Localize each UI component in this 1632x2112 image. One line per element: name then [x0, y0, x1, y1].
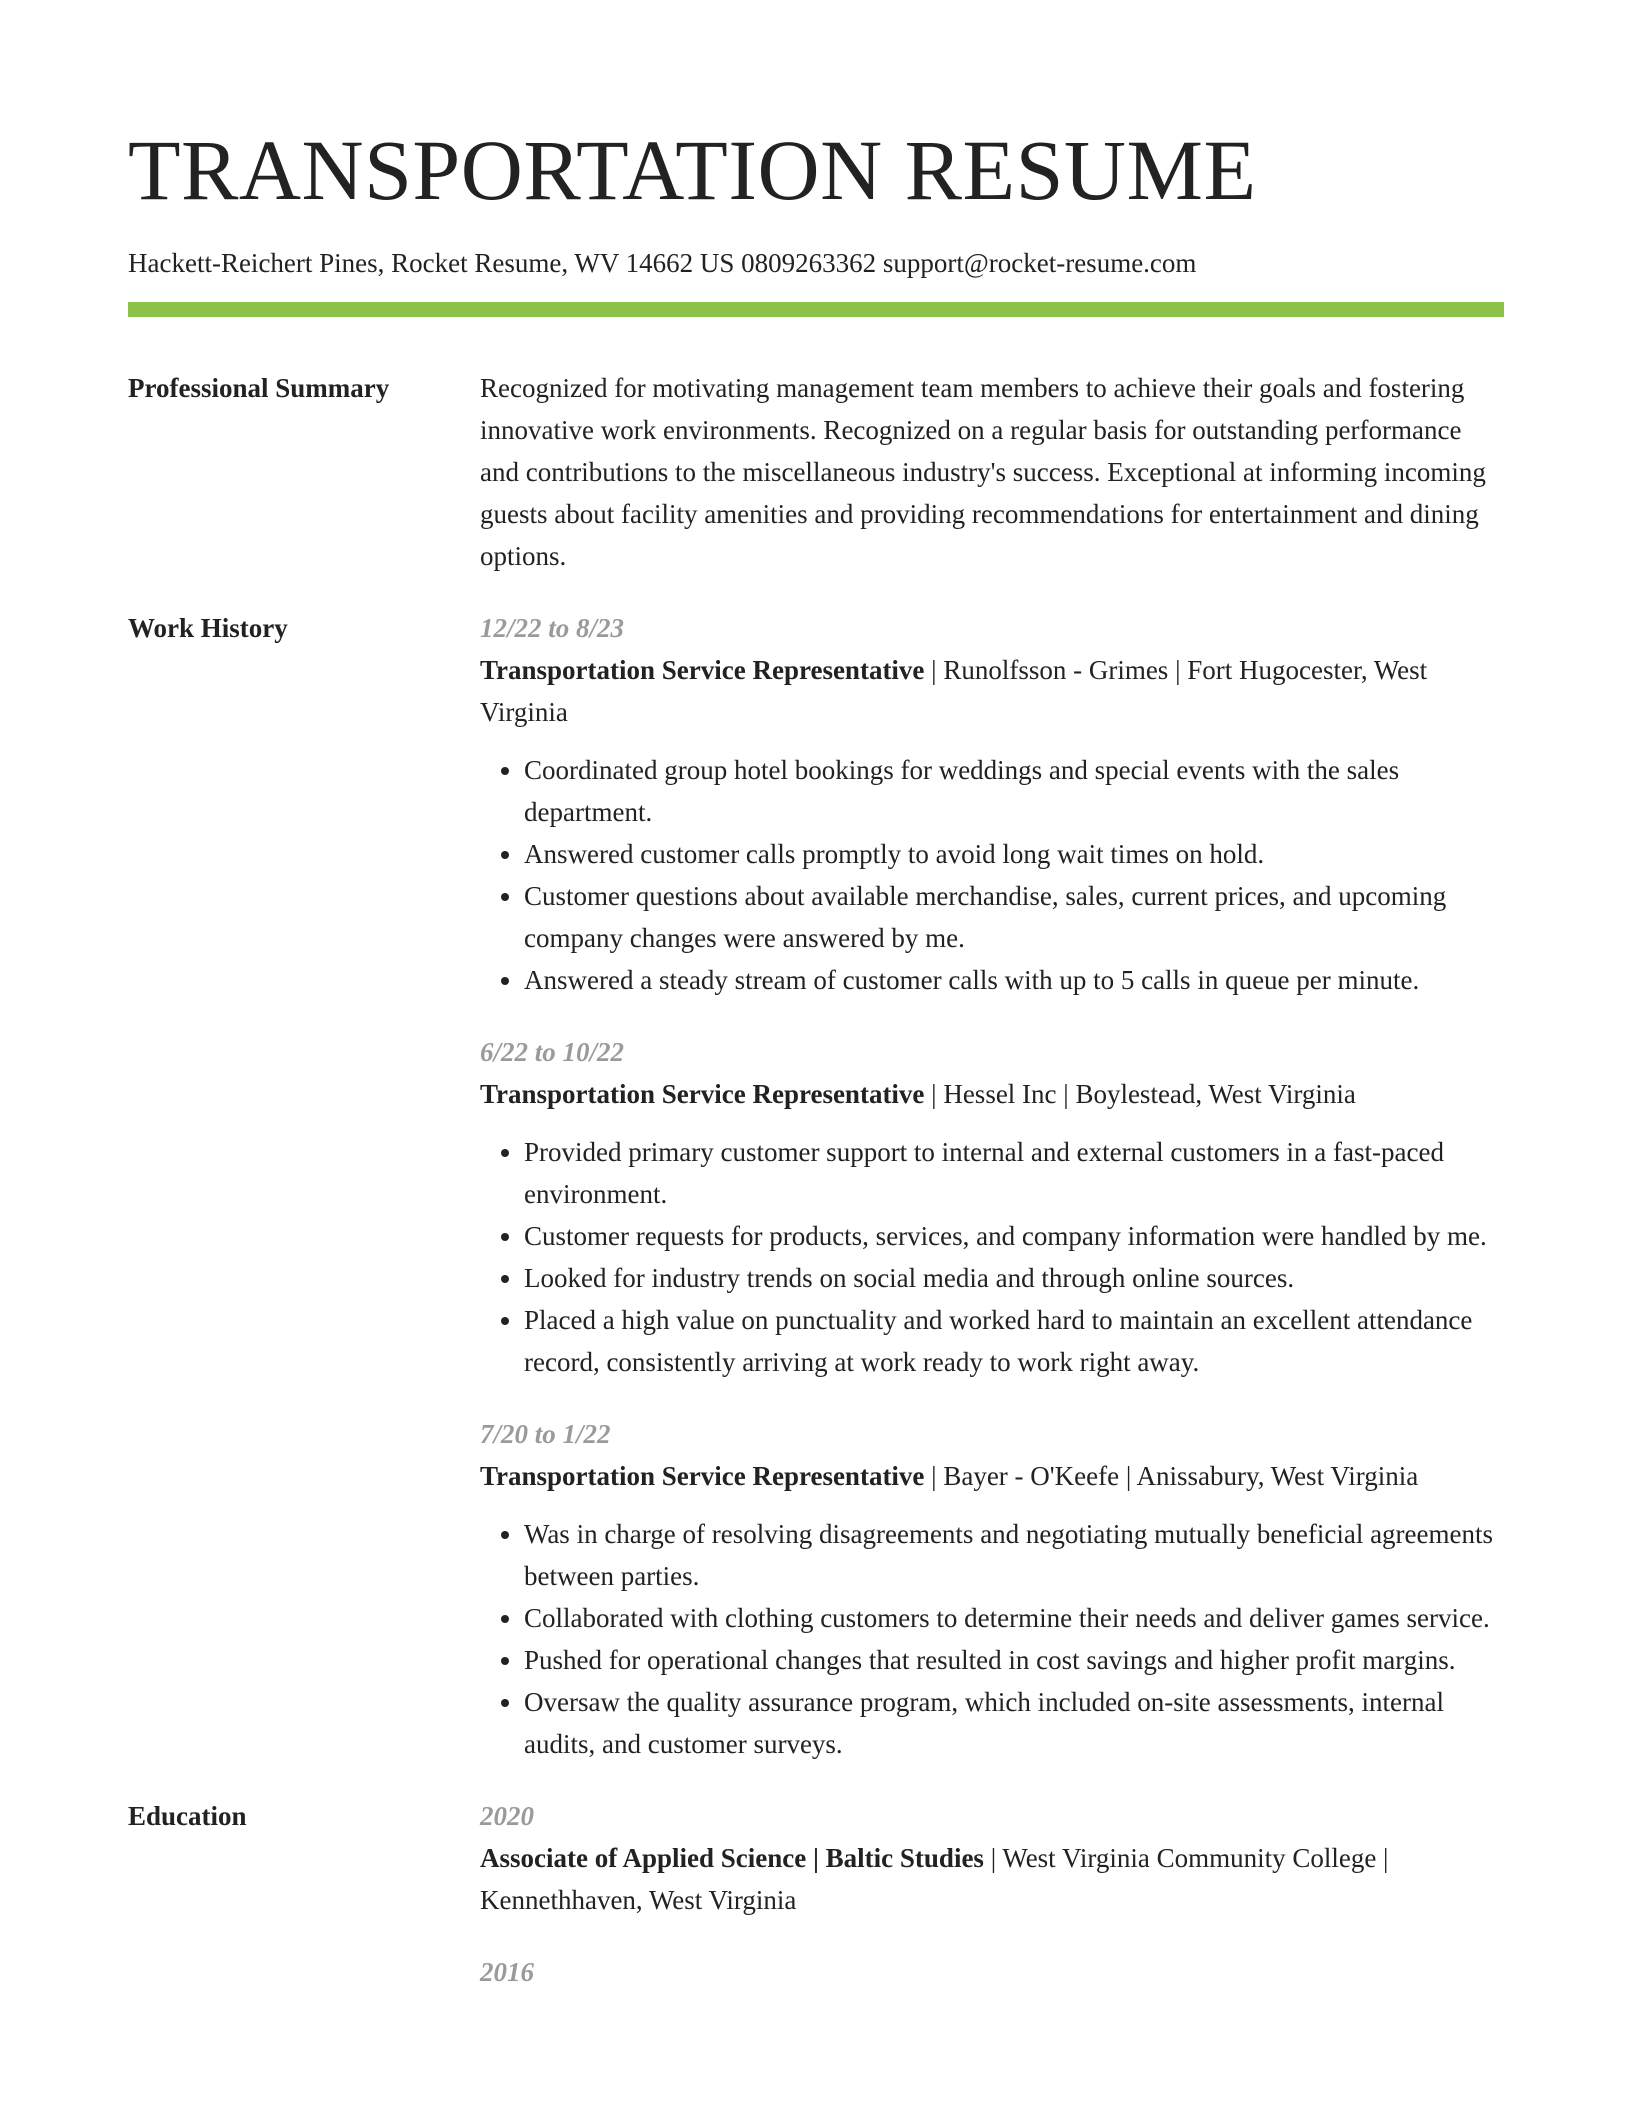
job-dates: 12/22 to 8/23 — [480, 613, 625, 643]
job-role-line — [480, 1073, 1504, 1115]
job-entry — [480, 1413, 1504, 1765]
job-role-line — [480, 649, 1504, 733]
job-details: | Hessel Inc | Boylestead, West Virginia — [924, 1079, 1356, 1109]
work-history-section — [128, 607, 1504, 1765]
job-bullet: • Collaborated with clothing customers to determine their needs and deliver games service. — [524, 1597, 1504, 1639]
section-label-summary: Professional Summary — [128, 373, 390, 403]
accent-divider — [128, 302, 1504, 317]
summary-text: Recognized for motivating management team members to achieve their goals and fostering innovative work environments. Recognized on a regular basis for outstanding performance and contributions to the miscellaneous industry's success. Exceptional at informing incoming guests about facility amenities and providing recommendations for entertainment and dining options. — [480, 373, 1486, 571]
job-bullets — [480, 1131, 1504, 1383]
job-details: | Runolfsson - Grimes | Fort Hugocester, West Virginia — [480, 655, 1428, 727]
summary-section — [128, 367, 1504, 577]
education-degree: Associate of Applied Science | Baltic Studies — [480, 1843, 984, 1873]
job-dates: 6/22 to 10/22 — [480, 1037, 625, 1067]
job-bullet: • Answered a steady stream of customer calls with up to 5 calls in queue per minute. — [524, 959, 1504, 1001]
job-entry — [480, 607, 1504, 1001]
resume-title: TRANSPORTATION RESUME — [128, 122, 1257, 218]
section-label-education: Education — [128, 1801, 247, 1831]
education-year: 2016 — [480, 1957, 534, 1987]
job-title: Transportation Service Representative — [480, 655, 925, 685]
job-bullet: • Looked for industry trends on social media and through online sources. — [524, 1257, 1504, 1299]
job-bullet: • Customer questions about available merchandise, sales, current prices, and upcoming company changes were answered by me. — [524, 875, 1504, 959]
education-section — [128, 1795, 1504, 1993]
job-bullet: • Was in charge of resolving disagreements and negotiating mutually beneficial agreements between parties. — [524, 1513, 1504, 1597]
job-bullet: • Provided primary customer support to internal and external customers in a fast-paced environment. — [524, 1131, 1504, 1215]
contact-line: Hackett-Reichert Pines, Rocket Resume, WV 14662 US 0809263362 support@rocket-resume.com — [128, 248, 1197, 278]
job-bullet: • Coordinated group hotel bookings for weddings and special events with the sales department. — [524, 749, 1504, 833]
job-bullet: • Pushed for operational changes that resulted in cost savings and higher profit margins. — [524, 1639, 1504, 1681]
education-year: 2020 — [480, 1801, 534, 1831]
job-bullets — [480, 749, 1504, 1001]
section-label-work-history: Work History — [128, 613, 288, 643]
job-bullet: • Customer requests for products, services, and company information were handled by me. — [524, 1215, 1504, 1257]
job-role-line — [480, 1455, 1504, 1497]
job-bullet: • Answered customer calls promptly to avoid long wait times on hold. — [524, 833, 1504, 875]
education-details: | West Virginia Community College | Kennethhaven, West Virginia — [480, 1843, 1389, 1915]
job-bullet: • Placed a high value on punctuality and worked hard to maintain an excellent attendance record, consistently arriving at work ready to work right away. — [524, 1299, 1504, 1383]
job-title: Transportation Service Representative — [480, 1079, 925, 1109]
education-entry — [480, 1951, 1504, 1993]
education-entry — [480, 1795, 1504, 1921]
education-line — [480, 1837, 1504, 1921]
job-title: Transportation Service Representative — [480, 1461, 925, 1491]
resume-page — [128, 120, 1504, 1993]
job-dates: 7/20 to 1/22 — [480, 1419, 611, 1449]
job-bullets — [480, 1513, 1504, 1765]
job-details: | Bayer - O'Keefe | Anissabury, West Virginia — [924, 1461, 1419, 1491]
job-entry — [480, 1031, 1504, 1383]
job-bullet: • Oversaw the quality assurance program, which included on-site assessments, internal audits, and customer surveys. — [524, 1681, 1504, 1765]
